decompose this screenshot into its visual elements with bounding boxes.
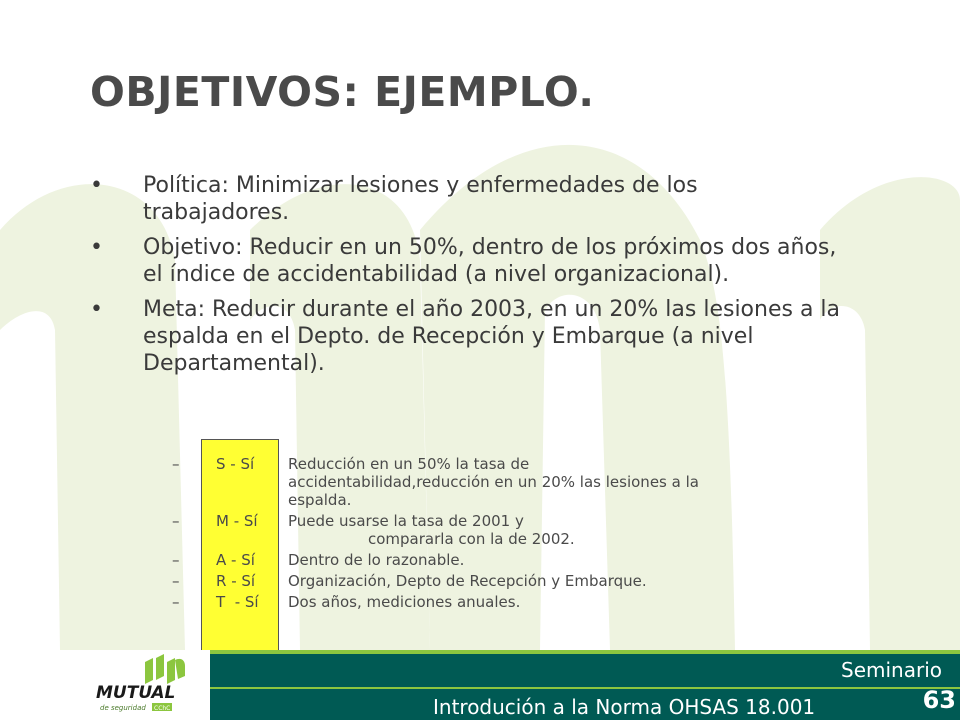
logo-badge: CChC: [154, 705, 171, 712]
smart-desc-cont: compararla con la de 2002.: [368, 530, 575, 548]
bullet-text: Política: Minimizar lesiones y enfermedades de los trabajadores.: [143, 173, 698, 225]
bullet-marker: •: [90, 173, 103, 198]
bullet-text: Objetivo: Reducir en un 50%, dentro de los próximos dos años, el índice de accidentabilidad (a nivel organizacional).: [143, 235, 837, 287]
smart-criteria-list: [170, 455, 730, 614]
smart-desc: Puede usarse la tasa de 2001 y: [288, 512, 524, 530]
smart-desc: Dentro de lo razonable.: [288, 551, 465, 569]
footer-subtitle: Introdución a la Norma OHSAS 18.001: [433, 695, 816, 719]
dash-marker: –: [172, 512, 180, 530]
bullet-meta: [90, 296, 850, 377]
smart-code: T - Sí: [216, 593, 259, 611]
bullet-text: Meta: Reducir durante el año 2003, en un 20% las lesiones a la espalda en el Depto. de Recepción y Embarque (a nivel Departamental).: [143, 297, 841, 376]
dash-marker: –: [172, 572, 180, 590]
smart-desc: Organización, Depto de Recepción y Embarque.: [288, 572, 647, 590]
dash-marker: –: [172, 551, 180, 569]
smart-desc-group: [284, 512, 730, 548]
logo-wordmark: MUTUAL: [96, 683, 176, 703]
smart-code: R - Sí: [216, 572, 256, 590]
smart-row-measurable: [170, 512, 730, 548]
footer-label: Seminario: [841, 658, 942, 682]
logo-subtext: de seguridad: [100, 704, 146, 712]
dash-marker: –: [172, 455, 180, 473]
dash-marker: –: [172, 593, 180, 611]
bullet-marker: •: [90, 297, 103, 322]
bullet-objetivo: [90, 234, 850, 288]
footer-divider: [210, 687, 960, 689]
bullet-marker: •: [90, 235, 103, 260]
smart-code: M - Sí: [216, 512, 258, 530]
page-number: 63: [922, 686, 956, 714]
bullet-list: [90, 172, 850, 385]
smart-row-achievable: [170, 551, 730, 569]
smart-code: A - Sí: [216, 551, 255, 569]
slide-title: OBJETIVOS: EJEMPLO.: [90, 68, 595, 116]
smart-desc: Dos años, mediciones anuales.: [288, 593, 521, 611]
bullet-politica: [90, 172, 850, 226]
smart-row-timebound: [170, 593, 730, 611]
smart-code: S - Sí: [216, 455, 255, 473]
smart-desc: Reducción en un 50% la tasa de accidentabilidad,reducción en un 20% las lesiones a la espalda.: [288, 455, 699, 509]
smart-row-relevant: [170, 572, 730, 590]
mutual-logo-icon: [0, 650, 210, 720]
mutual-logo: [0, 650, 210, 720]
smart-row-specific: [170, 455, 730, 509]
